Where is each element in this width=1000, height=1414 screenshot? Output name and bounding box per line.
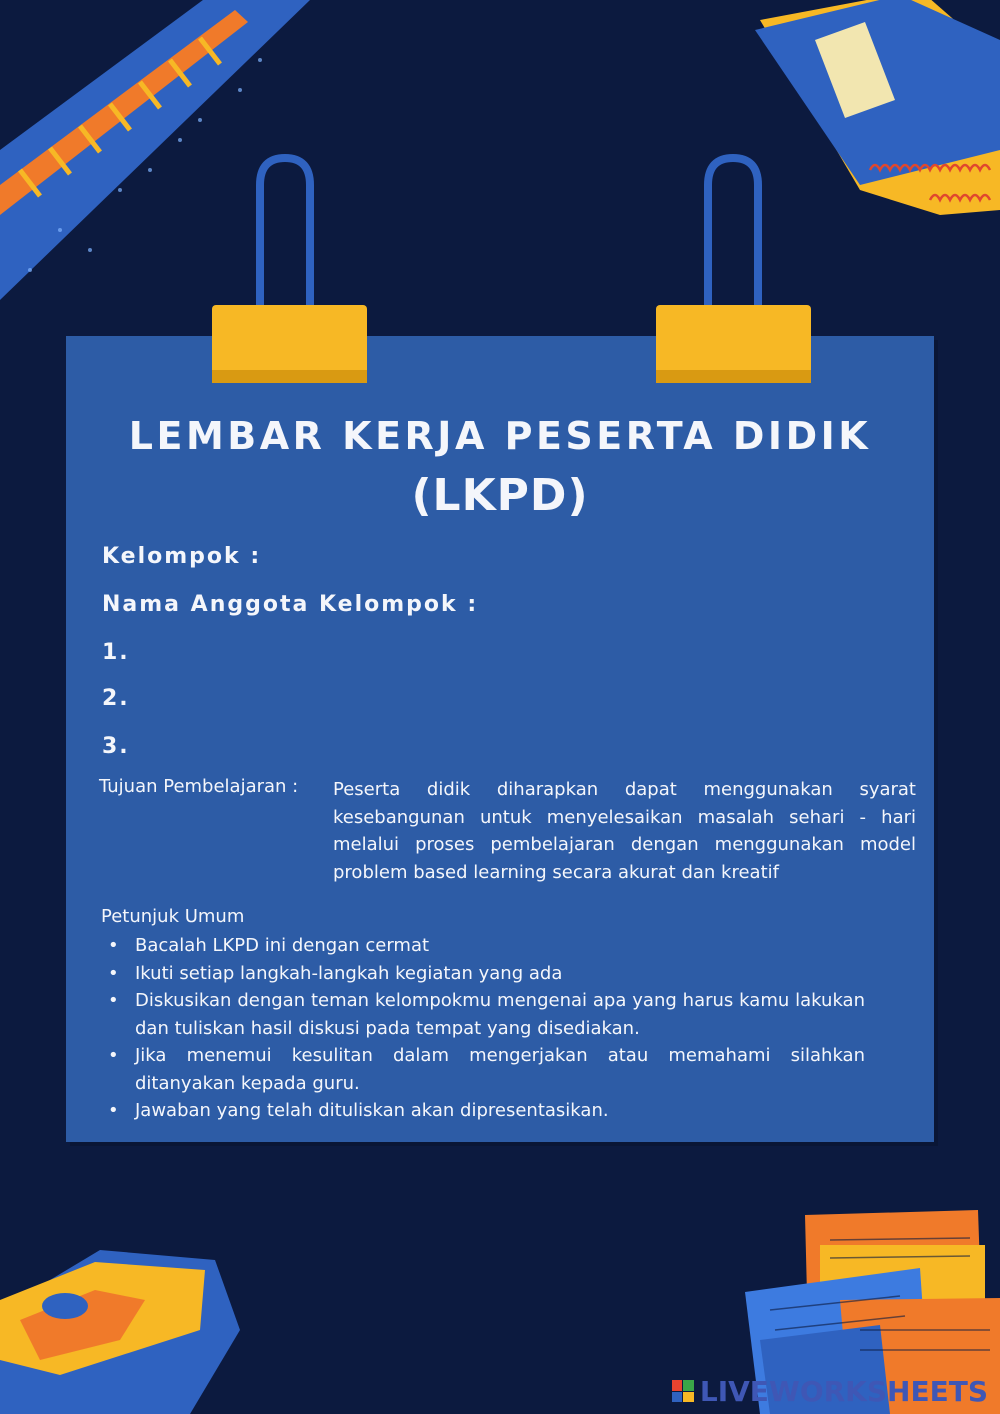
sharpener-illustration — [0, 1250, 240, 1414]
binder-clip-right — [648, 150, 828, 390]
petunjuk-title: Petunjuk Umum — [101, 906, 245, 927]
list-item — [105, 987, 865, 1042]
bullet-icon: • — [108, 935, 119, 956]
worksheet-subtitle: (LKPD) — [411, 470, 589, 521]
list-item-text: Jawaban yang telah dituliskan akan dipresentasikan. — [135, 1100, 609, 1121]
list-item — [105, 1042, 865, 1097]
list-item — [105, 960, 865, 988]
liveworksheets-logo-icon — [672, 1380, 694, 1402]
member-2-label: 2. — [102, 686, 130, 711]
kelompok-label: Kelompok : — [102, 544, 262, 569]
worksheet-title: LEMBAR KERJA PESERTA DIDIK — [128, 414, 872, 458]
liveworksheets-watermark[interactable] — [672, 1376, 988, 1406]
bullet-icon: • — [108, 990, 119, 1011]
tujuan-text: Peserta didik diharapkan dapat menggunakan syarat kesebangunan untuk menyelesaikan masalah sehari - hari melalui proses pembelajaran dengan menggunakan model problem based learning secara akurat dan kreatif — [333, 779, 916, 883]
bullet-icon: • — [108, 962, 119, 984]
member-3-label: 3. — [102, 734, 130, 759]
list-item-text: Ikuti setiap langkah-langkah kegiatan yang ada — [135, 962, 563, 984]
nama-anggota-label: Nama Anggota Kelompok : — [102, 592, 479, 617]
list-item — [105, 932, 865, 960]
tujuan-label: Tujuan Pembelajaran : — [99, 776, 299, 797]
petunjuk-list — [105, 932, 865, 1125]
bullet-icon: • — [108, 1045, 119, 1066]
member-1-label: 1. — [102, 640, 130, 665]
list-item-text: Diskusikan dengan teman kelompokmu mengenai apa yang harus kamu lakukan dan tuliskan hasil diskusi pada tempat yang disediakan. — [135, 990, 865, 1039]
list-item-text: Jika menemui kesulitan dalam mengerjakan atau memahami silahkan ditanyakan kepada guru. — [135, 1045, 865, 1094]
list-item-text: Bacalah LKPD ini dengan cermat — [135, 935, 430, 956]
watermark-text: LIVEWORKSHEETS — [699, 1374, 988, 1408]
binder-clip-left — [200, 150, 380, 390]
list-item — [105, 1097, 865, 1125]
bullet-icon: • — [108, 1100, 119, 1121]
